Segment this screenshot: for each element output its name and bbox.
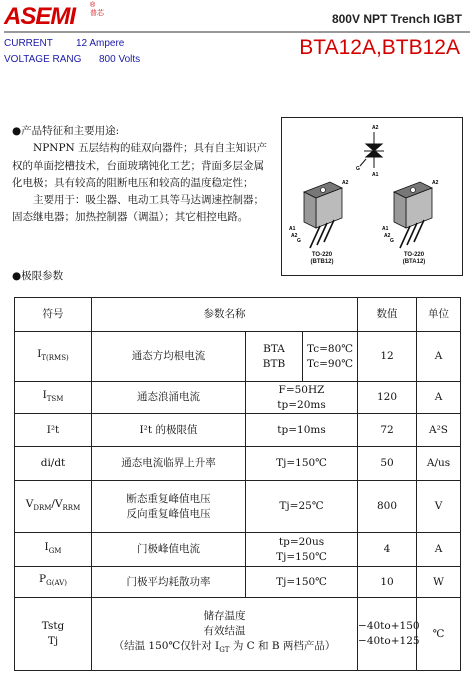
param-cell: I²t 的极限值	[92, 414, 246, 447]
pkg2-pin-a2-tab: A2	[432, 180, 439, 186]
pkg1-pin-a1: A1	[289, 226, 296, 232]
value-cell: 120	[358, 382, 417, 414]
value-cell: 800	[358, 481, 417, 533]
unit-cell: ℃	[417, 598, 461, 671]
pkg2-pin-a2: A2	[384, 233, 391, 239]
param-cell: 门极峰值电流	[92, 533, 246, 567]
package2-label: TO-220 (BTA12)	[402, 252, 426, 265]
symbol-cell: $V_{DRM}/V_{RRM}$	[15, 481, 92, 533]
param-cell: 通态方均根电流	[92, 332, 246, 382]
table-row	[15, 533, 461, 567]
table-row	[15, 598, 461, 671]
table-row	[15, 567, 461, 598]
voltage-spec	[4, 54, 140, 65]
table-row	[15, 332, 461, 382]
table-row	[15, 414, 461, 447]
table-row	[15, 382, 461, 414]
unit-cell: A	[417, 533, 461, 567]
value-cell: 12	[358, 332, 417, 382]
condition-cell: Tj=25℃	[246, 481, 358, 533]
pkg2-pin-a1: A1	[382, 226, 389, 232]
symbol-cell: $I_{GM}$	[15, 533, 92, 567]
condition-cell: Tj=150℃	[246, 567, 358, 598]
brand-logo: ASEMI	[4, 3, 76, 30]
ratings-table	[14, 297, 461, 671]
pin-label-a2: A2	[372, 125, 379, 131]
header-divider	[4, 31, 470, 33]
symbol-cell: Tstg Tj	[15, 598, 92, 671]
header-unit: 单位	[417, 298, 461, 332]
symbol-cell: $P_{G(AV)}$	[15, 567, 92, 598]
voltage-label: VOLTAGE RANG	[4, 54, 82, 65]
unit-cell: V	[417, 481, 461, 533]
pkg1-pin-a2: A2	[291, 233, 298, 239]
header-value: 数值	[358, 298, 417, 332]
unit-cell: W	[417, 567, 461, 598]
ratings-heading: ●极限参数	[12, 270, 64, 282]
value-cell: 72	[358, 414, 417, 447]
to220-insulated-package-icon	[394, 182, 432, 248]
voltage-value: 800 Volts	[99, 54, 141, 65]
condition-cell: tp=20us Tj=150℃	[246, 533, 358, 567]
condition-cell: F=50HZ tp=20ms	[246, 382, 358, 414]
to220-package-icon	[304, 182, 342, 248]
features-applications: 主要用于：吸尘器、电动工具等马达调速控制器；固态继电器；加热控制器（调温）；其它相控电路。	[12, 194, 264, 224]
current-spec	[4, 38, 124, 49]
param-cell: 通态电流临界上升率	[92, 447, 246, 481]
current-value: 12 Ampere	[76, 38, 125, 49]
pkg2-pin-g: G	[390, 238, 394, 244]
features-heading: ●产品特征和主要用途:	[12, 125, 120, 137]
unit-cell: A	[417, 332, 461, 382]
package-diagram	[281, 117, 463, 276]
condition-cell: Tc=80℃ Tc=90℃	[303, 332, 358, 382]
table-row	[15, 447, 461, 481]
value-cell: 10	[358, 567, 417, 598]
symbol-cell: I²t	[15, 414, 92, 447]
current-label: CURRENT	[4, 38, 53, 49]
part-number: BTA12A,BTB12A	[299, 36, 460, 59]
header-param: 参数名称	[92, 298, 358, 332]
table-header-row	[15, 298, 461, 332]
param-cell: 储存温度 有效结温 （结温 150℃仅针对 $I_{GT}$ 为 C 和 B 两档产品）	[92, 598, 358, 671]
pkg1-pin-g: G	[297, 238, 301, 244]
document-title: 800V NPT Trench IGBT	[331, 12, 462, 26]
value-cell: −40to+150 −40to+125	[358, 598, 417, 671]
unit-cell: A²S	[417, 414, 461, 447]
pin-label-g: G	[356, 166, 360, 172]
symbol-cell: $I_{T(RMS)}$	[15, 332, 92, 382]
header-symbol: 符号	[15, 298, 92, 332]
param-cell: 断态重复峰值电压 反向重复峰值电压	[92, 481, 246, 533]
triac-symbol-icon	[360, 132, 384, 168]
condition-cell: Tj=150℃	[246, 447, 358, 481]
condition-cell: BTA BTB	[246, 332, 303, 382]
package1-label: TO-220 (BTB12)	[310, 252, 334, 265]
value-cell: 50	[358, 447, 417, 481]
value-cell: 4	[358, 533, 417, 567]
brand-logo-subtext: ® 普芯	[90, 2, 104, 17]
unit-cell: A	[417, 382, 461, 414]
param-cell: 通态浪涌电流	[92, 382, 246, 414]
features-description: NPNPN 五层结构的硅双向器件；具有自主知识产权的单面挖槽技术，台面玻璃钝化工艺；背面多层金属化电极；具有较高的阻断电压和较高的温度稳定性；	[12, 142, 268, 189]
pin-label-a1: A1	[372, 172, 379, 178]
pkg1-pin-a2-tab: A2	[342, 180, 349, 186]
symbol-cell: $I_{TSM}$	[15, 382, 92, 414]
condition-cell: tp=10ms	[246, 414, 358, 447]
param-cell: 门极平均耗散功率	[92, 567, 246, 598]
symbol-cell: di/dt	[15, 447, 92, 481]
features-section	[12, 123, 270, 227]
table-row	[15, 481, 461, 533]
unit-cell: A/us	[417, 447, 461, 481]
